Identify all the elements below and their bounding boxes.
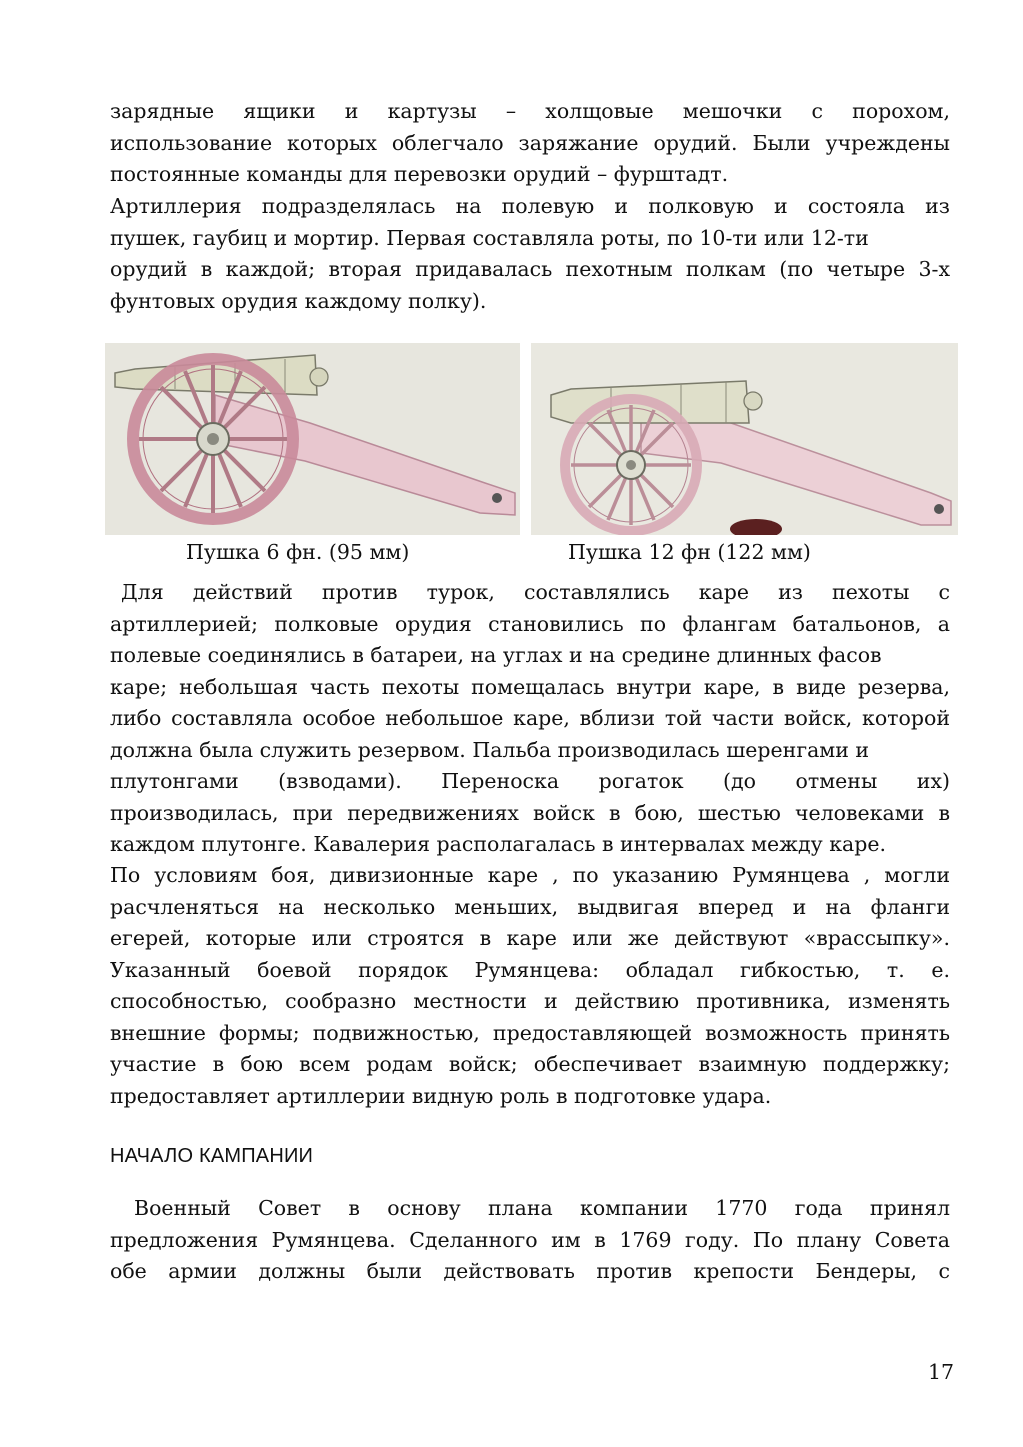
text-line: предложения Румянцева. Сделанного им в 1769 году. По плану Совета bbox=[110, 1227, 950, 1252]
text-line: способностью, сообразно местности и действию противника, изменять bbox=[110, 989, 950, 1013]
cannon-6-pounder-image bbox=[105, 343, 520, 535]
text-line: артиллерией; полковые орудия становились по флангам батальонов, а bbox=[110, 611, 950, 636]
text-line: плутонгами (взводами). Переноска рогаток (до отмены их) bbox=[110, 769, 950, 793]
section-heading: НАЧАЛО КАМПАНИИ bbox=[110, 1145, 314, 1167]
text-line: постоянные команды для перевозки орудий – фурштадт. bbox=[110, 162, 729, 186]
paragraph-3 bbox=[110, 577, 950, 861]
right-image-caption: Пушка 12 фн (122 мм) bbox=[568, 540, 811, 564]
text-line: каре; небольшая часть пехоты помещалась внутри каре, в виде резерва, bbox=[110, 674, 950, 699]
text-line: пушек, гаубиц и мортир. Первая составляла роты, по 10-ти или 12-ти bbox=[110, 225, 869, 250]
paragraph-1 bbox=[110, 96, 950, 191]
text-line: зарядные ящики и картузы – холщовые мешочки с порохом, bbox=[110, 99, 950, 123]
text-line: использование которых облегчало заряжание орудий. Были учреждены bbox=[110, 130, 950, 155]
text-line: участие в бою всем родам войск; обеспечивает взаимную поддержку; bbox=[110, 1052, 950, 1076]
text-line: По условиям боя, дивизионные каре , по указанию Румянцева , могли bbox=[110, 863, 950, 887]
text-line: внешние формы; подвижностью, предоставляющей возможность принять bbox=[110, 1020, 950, 1045]
cannon-12-pounder-image bbox=[531, 343, 958, 535]
paragraph-5 bbox=[110, 1193, 950, 1288]
text-line: каждом плутонге. Кавалерия располагалась в интервалах между каре. bbox=[110, 832, 887, 856]
paragraph-2 bbox=[110, 191, 950, 317]
text-line: производилась, при передвижениях войск в бою, шестью человеками в bbox=[110, 800, 950, 825]
text-line: должна была служить резервом. Пальба производилась шеренгами и bbox=[110, 737, 870, 762]
text-line: Указанный боевой порядок Румянцева: обладал гибкостью, т. е. bbox=[110, 957, 950, 982]
text-line: орудий в каждой; вторая придавалась пехотным полкам (по четыре 3-х bbox=[110, 257, 950, 281]
text-line: егерей, которые или строятся в каре или же действуют «врассыпку». bbox=[110, 926, 950, 950]
text-line: фунтовых орудия каждому полку). bbox=[110, 288, 487, 313]
page-number: 17 bbox=[928, 1360, 955, 1384]
paragraph-4 bbox=[110, 860, 950, 1112]
text-line: Артиллерия подразделялась на полевую и полковую и состояла из bbox=[110, 194, 950, 218]
left-image-caption: Пушка 6 фн. (95 мм) bbox=[186, 540, 410, 564]
text-line: полевые соединялись в батареи, на углах и на средине длинных фасов bbox=[110, 643, 882, 667]
text-line: предоставляет артиллерии видную роль в подготовке удара. bbox=[110, 1083, 772, 1108]
text-line: либо составляла особое небольшое каре, вблизи той части войск, которой bbox=[110, 706, 950, 730]
text-line: Военный Совет в основу плана компании 1770 года принял bbox=[134, 1196, 950, 1220]
text-line: Для действий против турок, составлялись каре из пехоты с bbox=[121, 580, 950, 604]
text-line: обе армии должны были действовать против крепости Бендеры, с bbox=[110, 1259, 950, 1283]
text-line: расчленяться на несколько меньших, выдвигая вперед и на фланги bbox=[110, 894, 950, 919]
